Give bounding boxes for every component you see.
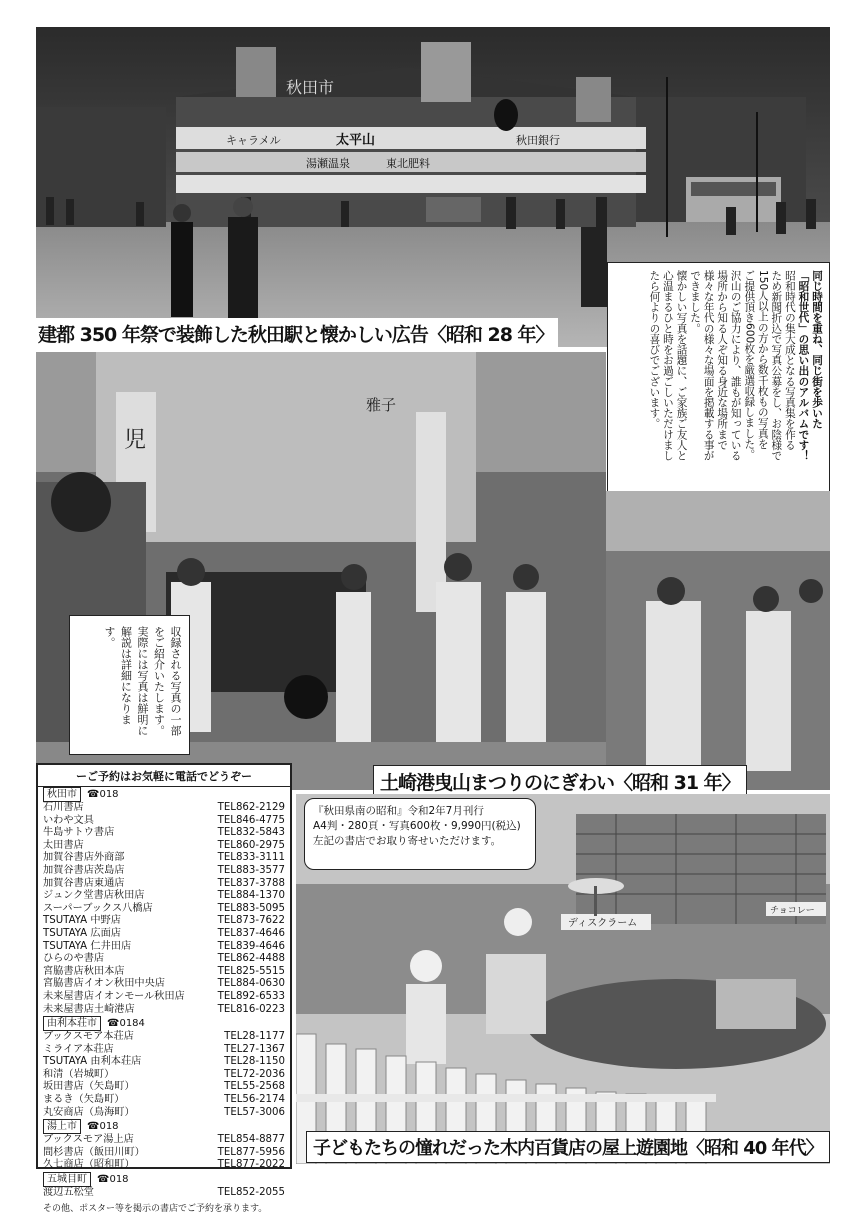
- region-area-code: ☎018: [87, 1121, 119, 1133]
- bookstore-tel: TEL877-5956: [217, 1146, 285, 1158]
- bookstore-name: ブックスモア本荘店: [43, 1031, 134, 1043]
- bookstore-tel: TEL833-3111: [217, 852, 285, 864]
- intro-line: 沢山のご協力により、誰もが知っている: [729, 270, 742, 461]
- bookstore-tel: TEL862-2129: [217, 802, 285, 813]
- bookstore-name: いわや文具: [43, 814, 94, 826]
- bookstore-row: [38, 827, 290, 840]
- bookstore-name: スーパーブックス八橋店: [43, 902, 153, 914]
- bookstore-name: TSUTAYA 中野店: [43, 915, 121, 927]
- sign-akita-bank: 秋田銀行: [516, 134, 560, 147]
- bookstore-tel: TEL28-1150: [224, 1056, 285, 1068]
- festival-banner-text: 児: [124, 428, 147, 453]
- bookstore-row: [38, 852, 290, 865]
- caption-photo3: 子どもたちの憧れだった木内百貨店の屋上遊園地〈昭和 40 年代〉: [306, 1131, 830, 1163]
- bookstore-tel: TEL816-0223: [217, 1003, 285, 1015]
- region-area-code: ☎018: [97, 1174, 129, 1186]
- bookstore-row: [38, 1069, 290, 1082]
- notice-line: 実際には写真は鮮明に: [136, 626, 149, 736]
- region-header: [38, 787, 290, 802]
- bookstore-tel: TEL56-2174: [224, 1094, 285, 1106]
- bookstore-name: 加賀谷書店茨島店: [43, 864, 125, 876]
- festival-flag-text: 雅子: [366, 396, 397, 414]
- bookstore-name: 丸安商店（鳥海町）: [43, 1106, 135, 1118]
- intro-line: 150人以上の方から数千枚もの写真を: [756, 270, 769, 450]
- bookstore-name: まるき（矢島町）: [43, 1094, 125, 1106]
- caption-photo2: 土崎港曳山まつりのにぎわい〈昭和 31 年〉: [373, 765, 747, 798]
- bookstore-row: [38, 966, 290, 979]
- bookstore-tel: TEL873-7622: [217, 915, 285, 927]
- bookstore-list-title: ーご予約はお気軽に電話でどうぞー: [38, 765, 290, 787]
- photo-festival-crowd: [606, 491, 830, 790]
- bookstore-tel: TEL852-2055: [217, 1187, 285, 1199]
- intro-line: できました。: [689, 270, 702, 334]
- bookstore-tel: TEL854-8877: [217, 1134, 285, 1146]
- region-name: 由利本荘市: [43, 1016, 101, 1031]
- bookstore-name: TSUTAYA 仁井田店: [43, 940, 132, 952]
- bookstore-tel: TEL837-3788: [217, 877, 285, 889]
- bookstore-name: 牛島サトウ書店: [43, 827, 115, 839]
- sign-yuzawa: 湯瀬温泉: [306, 157, 350, 170]
- bookstore-row: [38, 1031, 290, 1044]
- intro-line: 昭和時代の集大成となる写真集を作る: [783, 270, 796, 451]
- notice-line: 収録される写真の一部: [169, 626, 182, 736]
- sign-department: ディスクラーム: [568, 918, 638, 929]
- bookstore-name: 坂田書店（矢島町）: [43, 1081, 135, 1093]
- bookstore-tel: TEL883-5095: [217, 902, 285, 914]
- notice-line: 解説は詳細になります。: [103, 626, 133, 725]
- bookstore-tel: TEL846-4775: [217, 814, 285, 826]
- intro-text: [647, 270, 823, 486]
- order-info-box: [304, 798, 536, 870]
- bookstore-row: [38, 978, 290, 991]
- bookstore-row: [38, 802, 290, 815]
- region-name: 秋田市: [43, 787, 81, 802]
- region-area-code: ☎0184: [107, 1018, 145, 1030]
- bookstore-name: 宮脇書店イオン秋田中央店: [43, 978, 165, 990]
- sign-tohoku: 東北肥料: [386, 157, 430, 170]
- bookstore-row: [38, 915, 290, 928]
- bookstore-name: 未来屋書店イオンモール秋田店: [43, 990, 185, 1002]
- bookstore-row: [38, 953, 290, 966]
- intro-line: 様々な年代の様々な場面を掲載する事が: [702, 270, 715, 461]
- intro-line: 心温まるひと時をお過ごしいただけまし: [661, 270, 674, 461]
- notice-text: [101, 626, 184, 746]
- sign-taiheizan: 太平山: [336, 133, 376, 148]
- bookstore-row: [38, 928, 290, 941]
- intro-box: [607, 262, 830, 493]
- bookstore-tel: TEL877-2022: [217, 1159, 285, 1171]
- bookstore-row: [38, 1187, 290, 1200]
- bookstore-tel: TEL825-5515: [217, 965, 285, 977]
- bookstore-tel: TEL832-5843: [217, 827, 285, 839]
- region-header: [38, 1016, 290, 1031]
- bookstore-tel: TEL837-4646: [217, 927, 285, 939]
- sign-chocolate: チョコレー: [770, 906, 815, 916]
- notice-line: をご紹介いたします。: [152, 626, 166, 736]
- bookstore-name: 加賀谷書店東通店: [43, 877, 125, 889]
- intro-line: ため新聞折込で写真公募をし、お陰様で: [770, 270, 783, 461]
- bookstore-name: 石川書店: [43, 802, 84, 813]
- bookstore-row: [38, 1056, 290, 1069]
- bookstore-list: [36, 763, 292, 1214]
- bookstore-row: [38, 878, 290, 891]
- bookstore-row: [38, 840, 290, 853]
- bookstore-name: 未来屋書店土崎港店: [43, 1003, 135, 1015]
- bookstore-row: [38, 991, 290, 1004]
- bookstore-tel: TEL839-4646: [217, 940, 285, 952]
- bookstore-name: 加賀谷書店外商部: [43, 852, 125, 864]
- caption-photo1: 建都 350 年祭で装飾した秋田駅と懐かしい広告〈昭和 28 年〉: [34, 318, 558, 349]
- region-header: [38, 1119, 290, 1134]
- notice-box: [69, 615, 190, 755]
- intro-line: 懐かしい写真を話題に、ご家族ご友人と: [675, 270, 688, 461]
- bookstore-tel: TEL862-4488: [217, 953, 285, 965]
- intro-line: たら何よりの喜びでございます。: [648, 270, 661, 429]
- bookstore-row: [38, 1107, 290, 1120]
- region-header: [38, 1172, 290, 1187]
- bookstore-name: ジュンク堂書店秋田店: [43, 890, 145, 902]
- bookstore-row: [38, 1004, 290, 1017]
- order-book-title: 『秋田県南の昭和』令和2年7月刊行: [313, 805, 484, 817]
- bookstore-row: [38, 941, 290, 954]
- bookstore-name: ミライア本荘店: [43, 1043, 114, 1055]
- bookstore-row: [38, 1081, 290, 1094]
- bookstore-tel: TEL55-2568: [224, 1081, 285, 1093]
- bookstore-tel: TEL27-1367: [224, 1043, 285, 1055]
- bookstore-row: [38, 1159, 290, 1172]
- bookstore-footnote: その他、ポスター等を掲示の書店でご予約を承ります。: [43, 1203, 268, 1214]
- bookstore-name: 太田書店: [43, 839, 84, 851]
- bookstore-row: [38, 1094, 290, 1107]
- intro-line: 場所から知る人ぞ知る身近な場所まで: [716, 270, 729, 451]
- bookstore-name: 渡辺五松堂: [43, 1187, 94, 1199]
- bookstore-row: [38, 1134, 290, 1147]
- bookstore-tel: TEL72-2036: [224, 1068, 285, 1080]
- bookstore-name: ひらのや書店: [43, 953, 105, 965]
- bookstore-row: [38, 890, 290, 903]
- bookstore-row: [38, 1147, 290, 1160]
- region-name: 五城目町: [43, 1172, 91, 1187]
- bookstore-name: ブックスモア湯上店: [43, 1134, 134, 1146]
- bookstore-name: 宮脇書店秋田本店: [43, 965, 125, 977]
- bookstore-row: [38, 865, 290, 878]
- bookstore-name: 和清（岩城町）: [43, 1068, 115, 1080]
- bookstore-tel: TEL884-0630: [217, 978, 285, 990]
- bookstore-name: TSUTAYA 広面店: [43, 927, 121, 939]
- bookstore-tel: TEL860-2975: [217, 839, 285, 851]
- region-area-code: ☎018: [87, 789, 119, 800]
- order-book-spec: A4判・280頁・写真600枚・9,990円(税込): [313, 820, 521, 832]
- bookstore-tel: TEL892-6533: [217, 990, 285, 1002]
- intro-line: 「昭和世代」の思い出のアルバムです！: [797, 270, 810, 461]
- bookstore-tel: TEL883-3577: [217, 864, 285, 876]
- bookstore-row: [38, 903, 290, 916]
- bookstore-row: [38, 1044, 290, 1057]
- bookstore-name: 久七商店（昭和町）: [43, 1159, 135, 1171]
- bookstore-name: 間杉書店（飯田川町）: [43, 1146, 145, 1158]
- bookstore-tel: TEL884-1370: [217, 890, 285, 902]
- bookstore-name: TSUTAYA 由利本荘店: [43, 1056, 142, 1068]
- bookstore-tel: TEL28-1177: [224, 1031, 285, 1043]
- sign-kiwi: キャラメル: [226, 134, 281, 147]
- order-instruction: 左記の書店でお取り寄せいただけます。: [313, 835, 502, 847]
- intro-line: 同じ時間を重ね、同じ街を歩いた: [811, 270, 823, 429]
- intro-line: ご提供頂き600枚を厳選収録しました。: [743, 270, 756, 460]
- bookstore-row: [38, 815, 290, 828]
- bookstore-tel: TEL57-3006: [224, 1106, 285, 1118]
- station-sign: 秋田市: [286, 78, 335, 97]
- region-name: 湯上市: [43, 1119, 81, 1134]
